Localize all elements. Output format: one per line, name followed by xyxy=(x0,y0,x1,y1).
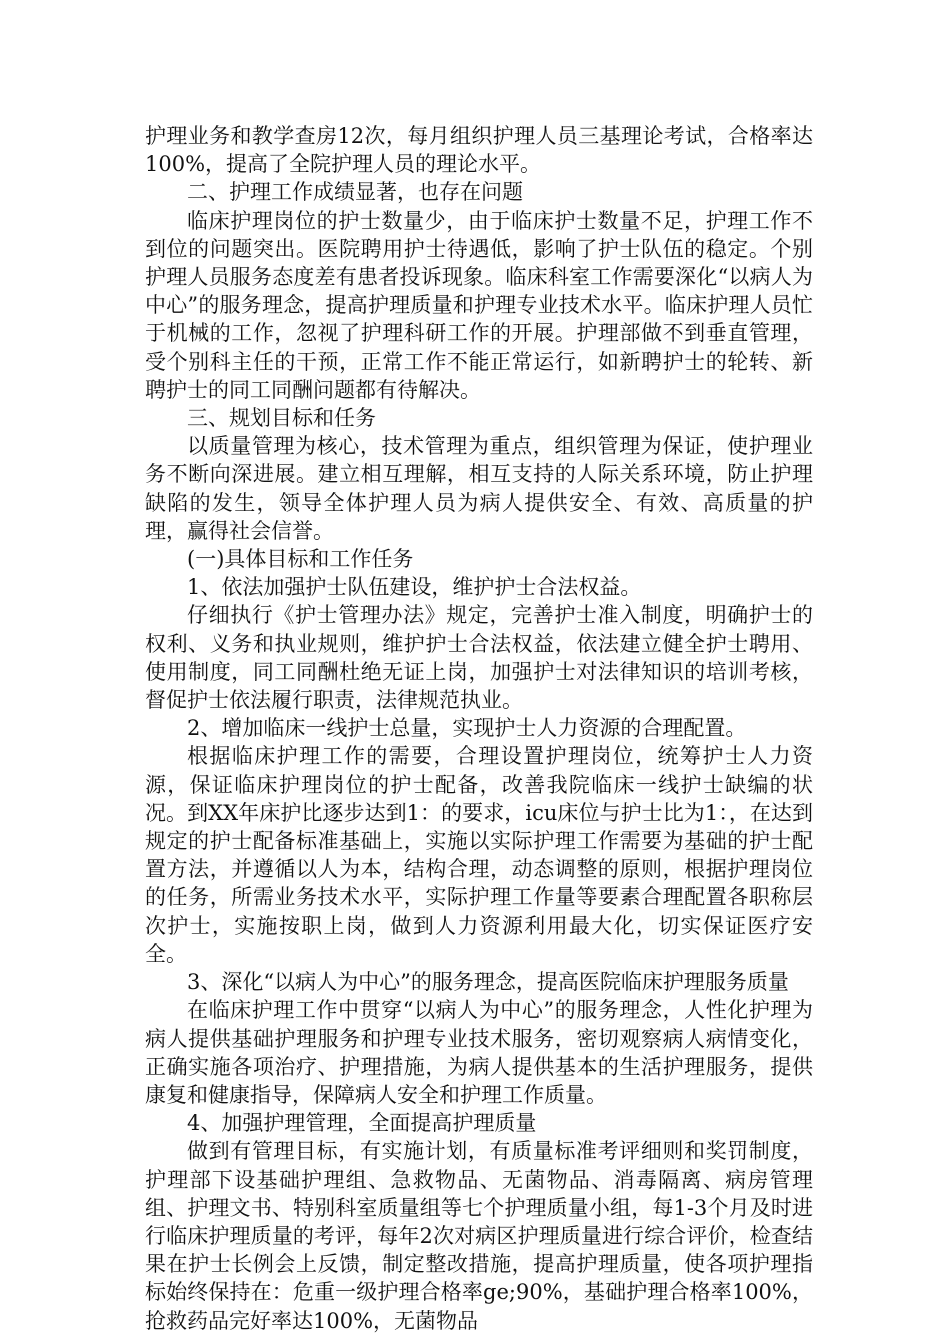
subsection-heading-1: (一)具体目标和工作任务 xyxy=(187,547,414,572)
paragraph-problems: 临床护理岗位的护士数量少，由于临床护士数量不足，护理工作不到位的问题突出。医院聘用护士待遇低，影响了护士队伍的稳定。个别护理人员服务态度差有患者投诉现象。临床科室工作需要深化“以病人为中心”的服务理念，提高护理质量和护理专业技术水平。临床护理人员忙于机械的工作，忽视了护理科研工作的开展。护理部做不到垂直管理，受个别科主任的干预，正常工作不能正常运行，如新聘护士的轮转、新聘护士的同工同酬问题都有待解决。 xyxy=(145,208,813,402)
document-page xyxy=(145,122,813,1335)
item-heading-1: 1、依法加强护士队伍建设，维护护士合法权益。 xyxy=(187,575,642,600)
paragraph-item-4: 做到有管理目标，有实施计划，有质量标准考评细则和奖罚制度，护理部下设基础护理组、急救物品、无菌物品、消毒隔离、病房管理组、护理文书、特别科室质量组等七个护理质量小组，每1-3个月及时进行临床护理质量的考评，每年2次对病区护理质量进行综合评价，检查结果在护士长例会上反馈，制定整改措施，提高护理质量，使各项护理指标始终保持在：危重一级护理合格率ge;90%，基础护理合格率100%，抢救药品完好率达100%，无菌物品 xyxy=(145,1139,813,1333)
item-heading-3: 3、深化“以病人为中心”的服务理念，提高医院临床护理服务质量 xyxy=(187,970,789,995)
section-heading-3: 三、规划目标和任务 xyxy=(187,406,376,431)
paragraph-item-1: 仔细执行《护士管理办法》规定，完善护士准入制度，明确护士的权利、义务和执业规则，维护护士合法权益，依法建立健全护士聘用、使用制度，同工同酬杜绝无证上岗，加强护士对法律知识的培训考核，督促护士依法履行职责，法律规范执业。 xyxy=(145,603,813,713)
paragraph-intro: 护理业务和教学查房12次，每月组织护理人员三基理论考试，合格率达100%，提高了全院护理人员的理论水平。 xyxy=(145,124,813,177)
paragraph-goals: 以质量管理为核心，技术管理为重点，组织管理为保证，使护理业务不断向深进展。建立相互理解，相互支持的人际关系环境，防止护理缺陷的发生，领导全体护理人员为病人提供安全、有效、高质量的护理，赢得社会信誉。 xyxy=(145,434,813,543)
section-heading-2: 二、护理工作成绩显著，也存在问题 xyxy=(187,180,523,205)
paragraph-item-3: 在临床护理工作中贯穿“以病人为中心”的服务理念，人性化护理为病人提供基础护理服务和护理专业技术服务，密切观察病人病情变化，正确实施各项治疗、护理措施，为病人提供基本的生活护理服务，提供康复和健康指导，保障病人安全和护理工作质量。 xyxy=(145,998,813,1107)
item-heading-2: 2、增加临床一线护士总量，实现护士人力资源的合理配置。 xyxy=(187,716,747,741)
paragraph-item-2: 根据临床护理工作的需要，合理设置护理岗位，统筹护士人力资源，保证临床护理岗位的护士配备，改善我院临床一线护士缺编的状况。到XX年床护比逐步达到1：的要求，icu床位与护士比为1：，在达到规定的护士配备标准基础上，实施以实际护理工作需要为基础的护士配置方法，并遵循以人为本，结构合理，动态调整的原则，根据护理岗位的任务，所需业务技术水平，实际护理工作量等要素合理配置各职称层次护士，实施按职上岗，做到人力资源利用最大化，切实保证医疗安全。 xyxy=(145,744,813,966)
item-heading-4: 4、加强护理管理，全面提高护理质量 xyxy=(187,1111,537,1136)
